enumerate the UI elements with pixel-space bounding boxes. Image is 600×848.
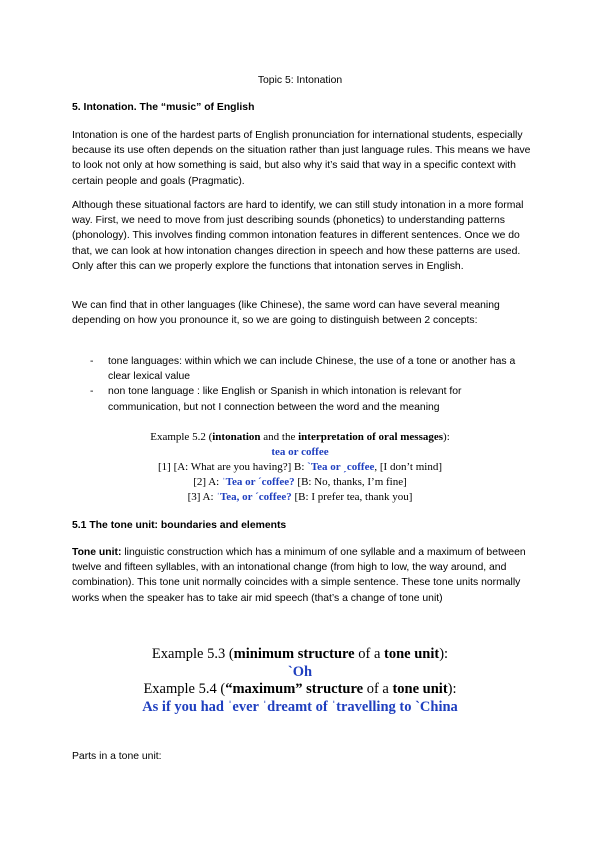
example-5-4-phrase: As if you had ˈever ˈdreamt of ˈtravelling to `China [142,698,458,715]
example-5-3-phrase: `Oh [287,663,313,680]
caption-bold: interpretation of oral messages [298,431,444,443]
list-item-text: non tone language : like English or Spanish in which intonation is relevant for communication, but not I connection between the word and the meaning [108,386,462,413]
line-text: [3] A: [187,491,217,503]
caption-text: and the [260,431,299,443]
page-title: Topic 5: Intonation [257,75,343,86]
tone-unit-definition [72,545,532,606]
list-item-text: tone languages: within which we can include Chinese, the use of a tone or another has a clear lexical value [108,356,516,383]
line-emphasis: ˈTea or ˊcoffee? [221,476,295,488]
section-5-paragraph-3: We can find that in other languages (like Chinese), the same word can have several meaning depending on how you pronounce it, so we are going to distinguish between 2 concepts: [72,300,500,327]
bullet-marker: - [90,386,94,398]
line-text: , [I don’t mind] [374,461,442,473]
bullet-marker: - [90,356,94,367]
caption-text: of a [354,646,385,662]
caption-bold: “maximum” structure [225,681,364,697]
concept-list [72,354,532,415]
caption-bold: tone unit [384,646,440,662]
caption-text: ): [443,431,450,443]
example-5-2-line-1 [0,460,600,475]
section-5-heading: 5. Intonation. The “music” of English [72,102,255,113]
section-5-1-heading: 5.1 The tone unit: boundaries and elements [72,520,287,531]
list-item [72,354,532,384]
line-emphasis: ˈTea, or ˊcoffee? [216,491,292,503]
term-label: Tone unit: [72,547,122,558]
section-5-paragraph-1: Intonation is one of the hardest parts of English pronunciation for international students, especially because its use often depends on the situation rather than just language rules. This means we have to look not only at how something is said, but also why it’s said that way in a specific context with certain people and goals (Pragmatic). [72,130,531,187]
line-text: [2] A: [193,476,222,488]
caption-text: of a [363,681,393,697]
example-5-2-phrase: tea or coffee [271,446,329,458]
example-5-2-line-3 [0,490,600,505]
caption-bold: intonation [212,431,261,443]
caption-bold: minimum structure [233,646,355,662]
example-5-2-line-2 [0,475,600,490]
caption-text: ): [447,681,457,697]
example-5-2 [0,430,600,505]
line-text: [1] [A: What are you having?] B: [158,461,308,473]
line-text: [B: No, thanks, I’m fine] [294,476,407,488]
line-emphasis: `Tea or ˏcoffee [307,461,375,473]
caption-text: Example 5.2 ( [150,431,213,443]
example-5-3-caption [0,646,600,664]
caption-text: Example 5.3 ( [151,646,234,662]
examples-5-3-5-4 [0,646,600,716]
caption-text: ): [439,646,449,662]
example-5-4-caption [0,681,600,699]
caption-text: Example 5.4 ( [143,681,226,697]
list-item [72,384,532,414]
caption-bold: tone unit [392,681,448,697]
definition-text: linguistic construction which has a minimum of one syllable and a maximum of between twelve and fifteen syllables, with an intonational change (from high to low, the way around, and combination). This tone unit normally coincides with a simple sentence. These tone units normally works when the speaker has to take air mid speech (that’s a change of tone unit) [72,547,526,604]
section-5-paragraph-2: Although these situational factors are hard to identify, we can still study intonation in a more formal way. First, we need to move from just describing sounds (phonetics) to understanding patterns (phonology). This involves finding common intonation features in different sentences. Once we do that, we can look at how intonation changes direction in speech and how these patterns are used. Only after this can we properly explore the functions that intonation serves in English. [72,200,524,272]
line-text: [B: I prefer tea, thank you] [291,491,413,503]
parts-label: Parts in a tone unit: [72,751,162,762]
example-5-2-caption [0,430,600,445]
